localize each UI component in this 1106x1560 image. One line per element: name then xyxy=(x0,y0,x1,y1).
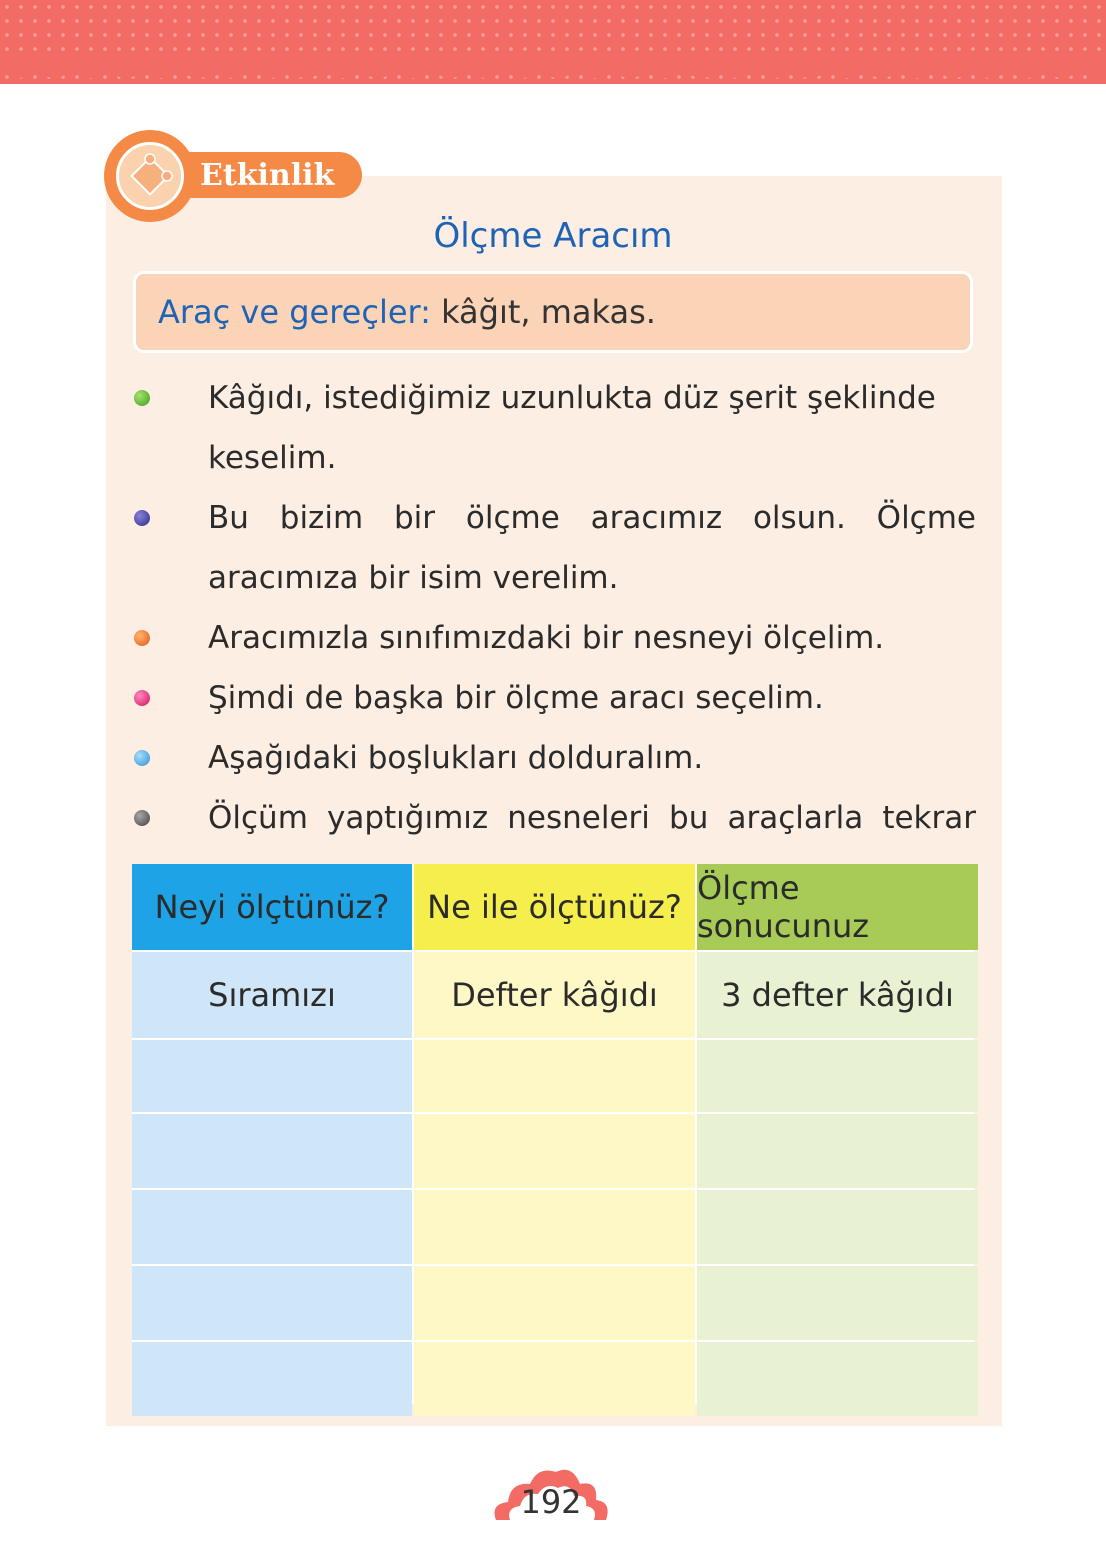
table-cell[interactable] xyxy=(132,1114,412,1188)
instruction-item xyxy=(130,368,976,488)
instruction-text: Aşağıdaki boşlukları dolduralım. xyxy=(208,740,704,776)
instruction-text: Şimdi de başka bir ölçme aracı seçelim. xyxy=(208,680,824,716)
badge-label: Etkinlik xyxy=(200,158,335,193)
instruction-text: Bu bizim bir ölçme aracımız olsun. Ölçme aracımıza bir isim verelim. xyxy=(208,500,976,596)
purple-bullet-icon xyxy=(134,510,150,526)
table-cell[interactable] xyxy=(414,1190,695,1264)
table-header-what: Neyi ölçtünüz? xyxy=(132,864,412,950)
table-cell: Sıramızı xyxy=(132,952,412,1038)
green-bullet-icon xyxy=(134,390,150,406)
materials-label: Araç ve gereçler: xyxy=(158,293,431,331)
activity-badge xyxy=(104,130,364,222)
gray-bullet-icon xyxy=(134,810,150,826)
materials-box xyxy=(136,274,970,350)
table-cell[interactable] xyxy=(414,1040,695,1112)
instruction-text: Kâğıdı, istediğimiz uzunlukta düz şerit şeklinde keselim. xyxy=(208,380,936,476)
page-title: Ölçme Aracım xyxy=(433,216,673,256)
table-cell[interactable] xyxy=(414,1342,695,1416)
table-cell: Defter kâğıdı xyxy=(414,952,695,1038)
table-header-result: Ölçme sonucunuz xyxy=(697,864,978,950)
page-number: 192 xyxy=(520,1483,582,1521)
table-cell[interactable] xyxy=(414,1266,695,1340)
instruction-item xyxy=(130,608,976,668)
instruction-text: Aracımızla sınıfımızdaki bir nesneyi ölçelim. xyxy=(208,620,885,656)
puzzle-icon xyxy=(116,142,184,210)
table-cell[interactable] xyxy=(697,1190,978,1264)
table-cell: 3 defter kâğıdı xyxy=(697,952,978,1038)
table-cell[interactable] xyxy=(697,1114,978,1188)
table-cell[interactable] xyxy=(697,1342,978,1416)
table-cell[interactable] xyxy=(414,1114,695,1188)
orange-bullet-icon xyxy=(134,630,150,646)
table-cell[interactable] xyxy=(132,1190,412,1264)
materials-text xyxy=(158,290,656,334)
measurement-table xyxy=(132,864,974,1404)
table-cell[interactable] xyxy=(132,1040,412,1112)
instruction-item xyxy=(130,668,976,728)
table-cell[interactable] xyxy=(697,1266,978,1340)
instruction-item xyxy=(130,488,976,608)
materials-value: kâğıt, makas. xyxy=(441,293,656,331)
top-scallop-edge xyxy=(0,60,1106,90)
table-cell[interactable] xyxy=(697,1040,978,1112)
instruction-list xyxy=(130,368,976,908)
page-number-cloud xyxy=(486,1462,616,1526)
table-cell[interactable] xyxy=(132,1266,412,1340)
badge-circle xyxy=(104,130,196,222)
instruction-item xyxy=(130,728,976,788)
pink-bullet-icon xyxy=(134,690,150,706)
table-header-with: Ne ile ölçtünüz? xyxy=(414,864,695,950)
table-cell[interactable] xyxy=(132,1342,412,1416)
instruction-text: Ölçüm yaptığımız nesneleri bu araçlarla tekrar xyxy=(208,800,976,836)
blue-bullet-icon xyxy=(134,750,150,766)
